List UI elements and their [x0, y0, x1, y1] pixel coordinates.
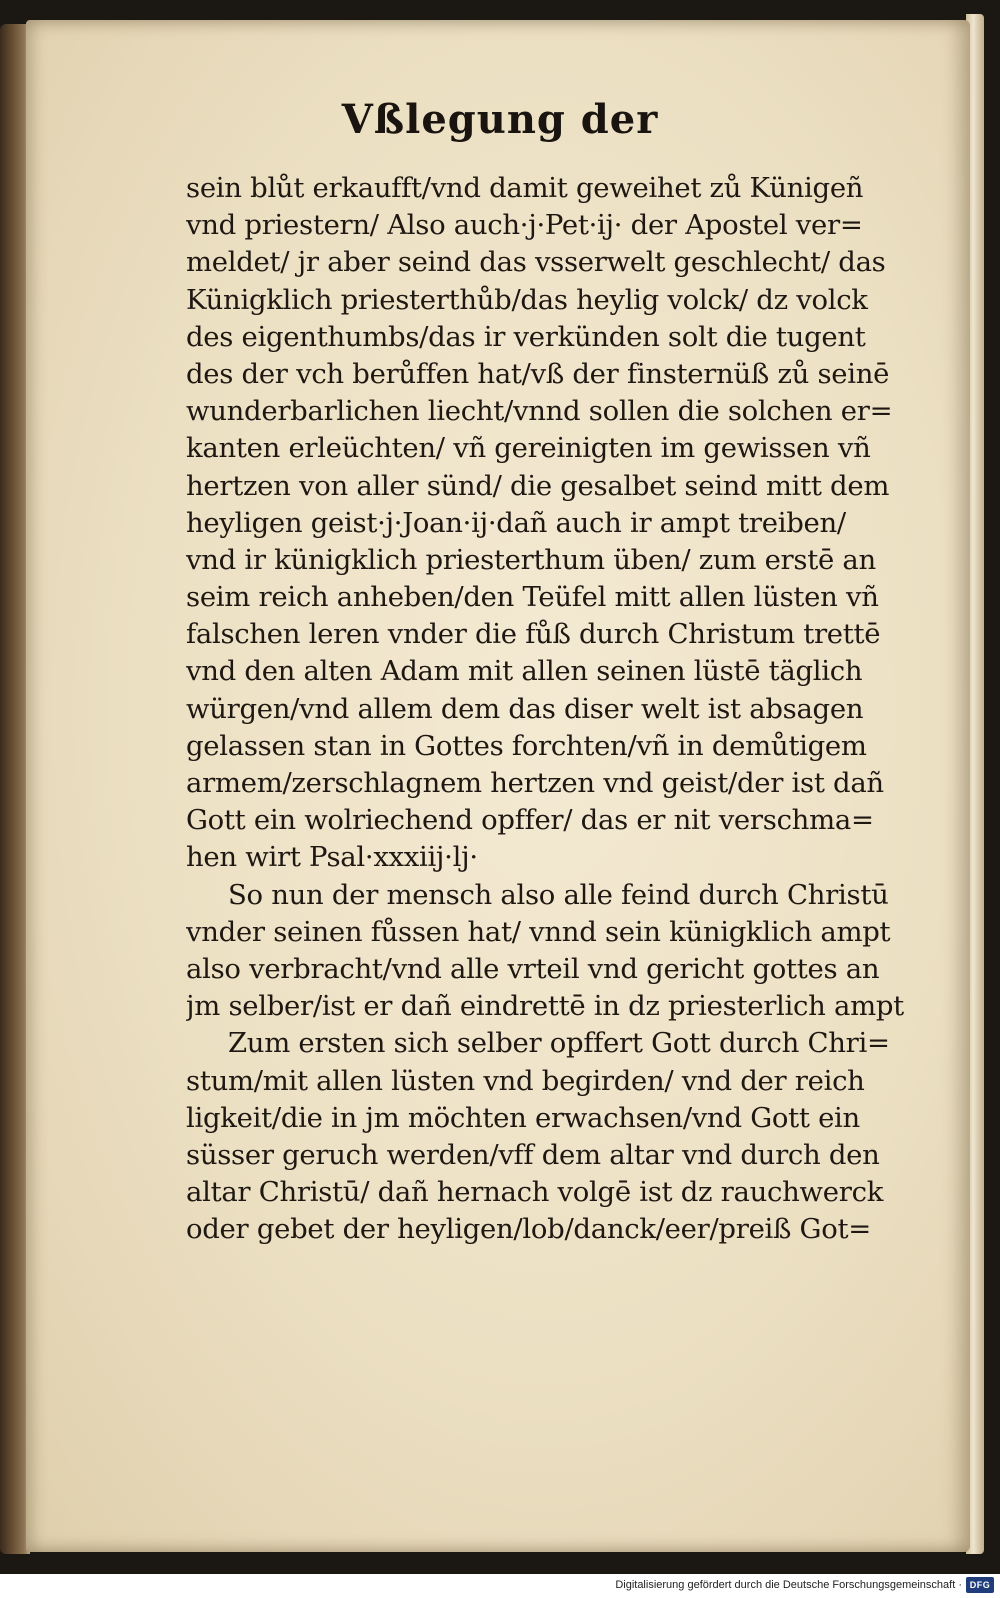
- text-line: vnder seinen fůssen hat/ vnnd sein künigklich ampt: [186, 915, 891, 948]
- text-line: armem/zerschlagnem hertzen vnd geist/der ist dañ: [186, 767, 884, 799]
- digitization-credit: Digitalisierung gefördert durch die Deutsche Forschungsgemeinschaft ·: [615, 1579, 962, 1591]
- dfg-logo: DFG: [966, 1577, 994, 1593]
- text-line: Zum ersten sich selber opffert Gott durch Chri=: [228, 1027, 890, 1060]
- text-line: vnd ir künigklich priesterthum üben/ zum erstē an: [186, 543, 876, 576]
- text-block: [186, 170, 946, 1248]
- text-line: heyligen geist·j·Joan·ij·dañ auch ir ampt treiben/: [186, 506, 846, 539]
- text-line: vnd priestern/ Also auch·j·Pet·ij· der Apostel ver=: [186, 209, 863, 242]
- text-line: würgen/vnd allem dem das diser welt ist absagen: [186, 692, 864, 725]
- text-line: Gott ein wolriechend opffer/ das er nit verschma=: [186, 804, 874, 837]
- text-line: oder gebet der heyligen/lob/danck/eer/preiß Got=: [186, 1213, 871, 1246]
- text-line: vnd den alten Adam mit allen seinen lüstē täglich: [186, 655, 863, 688]
- running-head: Vßlegung der: [341, 96, 659, 143]
- text-line: sein blůt erkaufft/vnd damit geweihet zů Künigeñ: [186, 172, 864, 204]
- text-line: stum/mit allen lüsten vnd begirden/ vnd der reich: [186, 1064, 865, 1097]
- text-line: wunderbarlichen liecht/vnnd sollen die solchen er=: [186, 395, 893, 428]
- text-line: süsser geruch werden/vff dem altar vnd durch den: [186, 1138, 880, 1171]
- text-line: also verbracht/vnd alle vrteil vnd gericht gottes an: [186, 952, 880, 985]
- text-line: gelassen stan in Gottes forchten/vñ in demůtigem: [186, 729, 867, 762]
- text-line: hen wirt Psal·xxxiij·lj·: [186, 841, 478, 874]
- text-line: hertzen von aller sünd/ die gesalbet seind mitt dem: [186, 469, 890, 502]
- text-line: Künigklich priesterthůb/das heylig volck/ dz volck: [186, 283, 868, 316]
- text-line: falschen leren vnder die fůß durch Christum trettē: [186, 618, 881, 651]
- text-line: des eigenthumbs/das ir verkünden solt die tugent: [186, 320, 866, 353]
- text-line: ligkeit/die in jm möchten erwachsen/vnd Gott ein: [186, 1101, 860, 1134]
- text-line: des der vch berůffen hat/vß der finsternüß zů seinē: [186, 357, 890, 390]
- text-line: jm selber/ist er dañ eindrettē in dz priesterlich ampt: [186, 990, 904, 1023]
- text-line: So nun der mensch also alle feind durch Christū: [228, 878, 889, 911]
- text-line: kanten erleüchten/ vñ gereinigten im gewissen vñ: [186, 432, 871, 465]
- text-line: seim reich anheben/den Teüfel mitt allen lüsten vñ: [186, 581, 879, 614]
- text-line: meldet/ jr aber seind das vsserwelt geschlecht/ das: [186, 246, 886, 279]
- text-line: altar Christū/ dañ hernach volgē ist dz rauchwerck: [186, 1176, 884, 1209]
